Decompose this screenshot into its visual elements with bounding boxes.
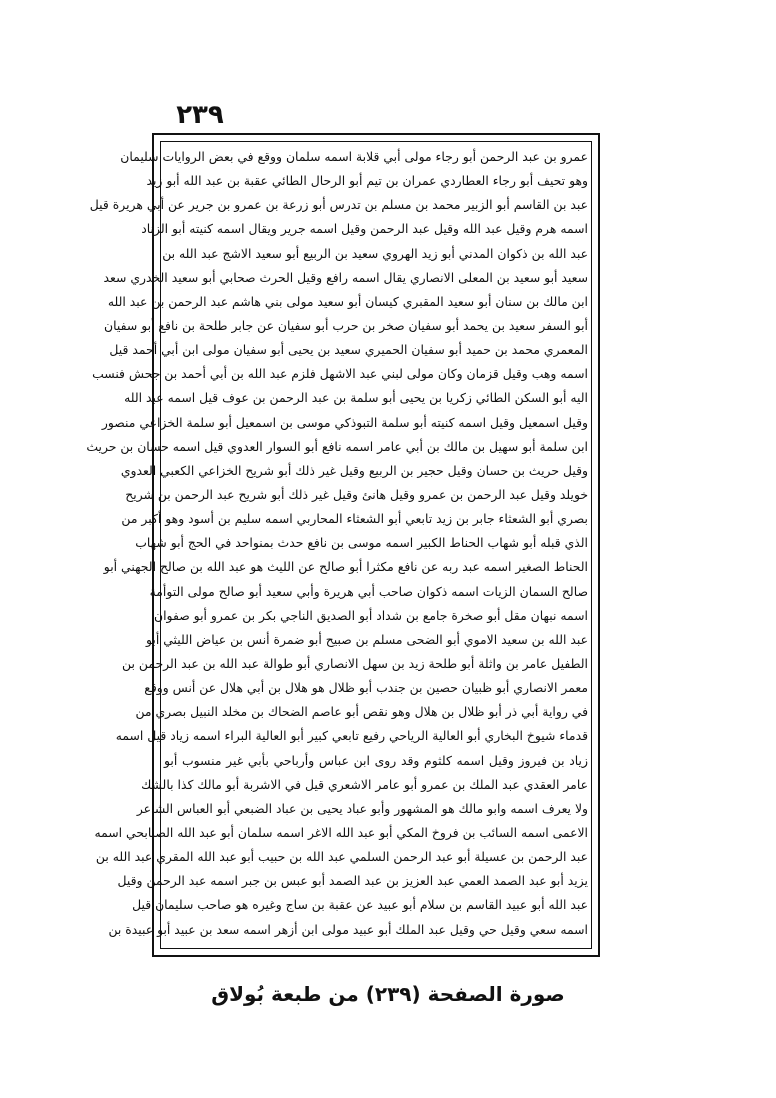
- text-line: عبد الله بن ذكوان المدني أبو زيد الهروي سعيد بن الربيع أبو سعيد الاشج عبد الله بن: [162, 245, 588, 261]
- page-caption: صورة الصفحة (٢٣٩) من طبعة بُولاق: [211, 982, 565, 1006]
- text-line: ولا يعرف اسمه وابو مالك هو المشهور وأبو عباد يحيى بن عباد الضبعي أبو العباس الشاعر: [136, 800, 588, 816]
- text-line: في رواية أبي ذر أبو ظلال بن هلال وهو نقص أبو عاصم الضحاك بن مخلد النبيل بصري من: [135, 704, 588, 720]
- text-block: [86, 145, 588, 945]
- text-line: عبد بن القاسم أبو الزبير محمد بن مسلم بن تدرس أبو زرعة بن عمرو بن جرير عن أبي هريرة قيل: [89, 197, 588, 213]
- text-line: اسمه سعي وقيل حي وقيل عبد الملك أبو عبيد مولى ابن أزهر اسمه سعد بن عبيد أبو عبيدة بن: [108, 921, 588, 937]
- text-line: سعيد أبو سعيد بن المعلى الانصاري يقال اسمه رافع وقيل الحرث صحابي أبو سعيد الخدري سعد: [103, 269, 588, 285]
- text-line: يزيد أبو عبد الصمد العمي عبد العزيز بن عبد الصمد أبو عبس بن جبر اسمه عبد الرحمن وقيل: [117, 873, 588, 889]
- text-line: عبد الله أبو عبيد القاسم بن سلام أبو عبيد عن عقبة بن ساج وغيره هو صاحب سليمان قيل: [132, 897, 588, 913]
- text-line: معمر الانصاري أبو ظبيان حصين بن جندب أبو ظلال هو هلال بن أبي هلال عن أنس ووقع: [144, 680, 588, 696]
- text-line: وقيل حريث بن حسان وقيل حجير بن الربيع وقيل غير ذلك أبو شريح الخزاعي الكعبي العدوي: [120, 462, 588, 478]
- text-line: المعمري محمد بن حميد أبو سفيان الحميري سعيد بن يحيى أبو سفيان مولى ابن أبي أحمد قيل: [109, 342, 588, 358]
- text-line: الحناط الصغير اسمه عبد ربه عن نافع مكثرا أبو صالح عن الليث هو عبد الله بن صالح الجهني أبو: [103, 559, 588, 575]
- text-line: الطفيل عامر بن واثلة أبو طلحة زيد بن سهل الانصاري أبو طوالة عبد الله بن عبد الرحمن بن: [122, 655, 588, 671]
- page-frame: [86, 133, 600, 957]
- text-line: عامر العقدي عبد الملك بن عمرو أبو عامر الاشعري قيل في الاشربة أبو مالك كذا بالشك: [141, 776, 588, 792]
- page-number: ٢٣٩: [176, 100, 224, 130]
- text-line: اسمه وهب وقيل قزمان وكان مولى لبني عبد الاشهل فلزم عبد الله بن أبي أحمد بن جحش فنسب: [92, 366, 588, 382]
- text-line: صالح السمان الزيات اسمه ذكوان صاحب أبي هريرة وأبي سعيد أبو صالح مولى التوأمة: [149, 583, 588, 599]
- text-line: اسمه هرم وقيل عبد الله وقيل عبد الرحمن وقيل اسمه جرير ويقال اسمه كنيته أبو الزناد: [141, 221, 588, 237]
- text-line: الذي قبله أبو شهاب الحناط الكبير اسمه موسى بن نافع حدث بمنواحد في الحج أبو شهاب: [135, 535, 588, 551]
- text-line: عبد الرحمن بن عسيلة أبو عبد الرحمن السلمي عبد الله بن حبيب أبو عبد الله المقري عبد الله بن: [95, 849, 588, 865]
- text-line: زياد بن فيروز وقيل اسمه كلثوم وقد روى ابن عباس وأرباحي بأبي غير منسوب أبو: [164, 752, 588, 768]
- text-line: اسمه نبهان مقل أبو صخرة جامع بن شداد أبو الصديق الناجي بكر بن عمرو أبو صفوان: [154, 607, 588, 623]
- text-line: الاعمى اسمه السائب بن فروخ المكي أبو عبد الله الاغر اسمه سلمان أبو عبد الله الصنابحي اسمه: [94, 824, 588, 840]
- text-line: عبد الله بن سعيد الاموي أبو الضحى مسلم بن صبيح أبو ضمرة أنس بن عياض الليثي أبو: [145, 631, 588, 647]
- text-line: اليه أبو السكن الطائي زكريا بن يحيى أبو سلمة بن عبد الرحمن بن عوف قيل اسمه عبد الله: [124, 390, 588, 406]
- text-line: وقيل اسمعيل وقيل اسمه كنيته أبو سلمة التبوذكي موسى بن اسمعيل أبو سلمة الخزاعي منصور: [101, 414, 588, 430]
- text-line: بصري أبو الشعثاء جابر بن زيد تابعي أبو الشعثاء المحاربي اسمه سليم بن أسود وهو أكبر من: [121, 511, 588, 527]
- text-line: قدماء شيوخ البخاري أبو العالية الرياحي رفيع تابعي كبير أبو العالية البراء اسمه زياد قيل اسمه: [115, 728, 588, 744]
- text-line: عمرو بن عبد الرحمن أبو رجاء مولى أبي قلابة اسمه سلمان ووقع في بعض الروايات سليمان: [120, 149, 588, 164]
- text-line: أبو السفر سعيد بن يحمد أبو سفيان صخر بن حرب أبو سفيان عن جابر طلحة بن نافع أبو سفيان: [104, 317, 588, 333]
- text-line: خويلد وقيل عبد الرحمن بن عمرو وقيل هانئ وقيل غير ذلك أبو شريح عبد الرحمن بن شريح: [125, 486, 588, 502]
- text-line: ابن سلمة أبو سهيل بن مالك بن أبي عامر اسمه نافع أبو السوار العدوي قيل اسمه حسان بن حريث: [86, 438, 588, 454]
- text-line: وهو تحيف أبو رجاء العطاردي عمران بن تيم أبو الرحال الطائي عقبة بن عبد الله أبو زيد: [146, 173, 588, 189]
- text-line: ابن مالك بن سنان أبو سعيد المقبري كيسان أبو سعيد مولى بني هاشم عبد الرحمن بن عبد الله: [107, 293, 588, 309]
